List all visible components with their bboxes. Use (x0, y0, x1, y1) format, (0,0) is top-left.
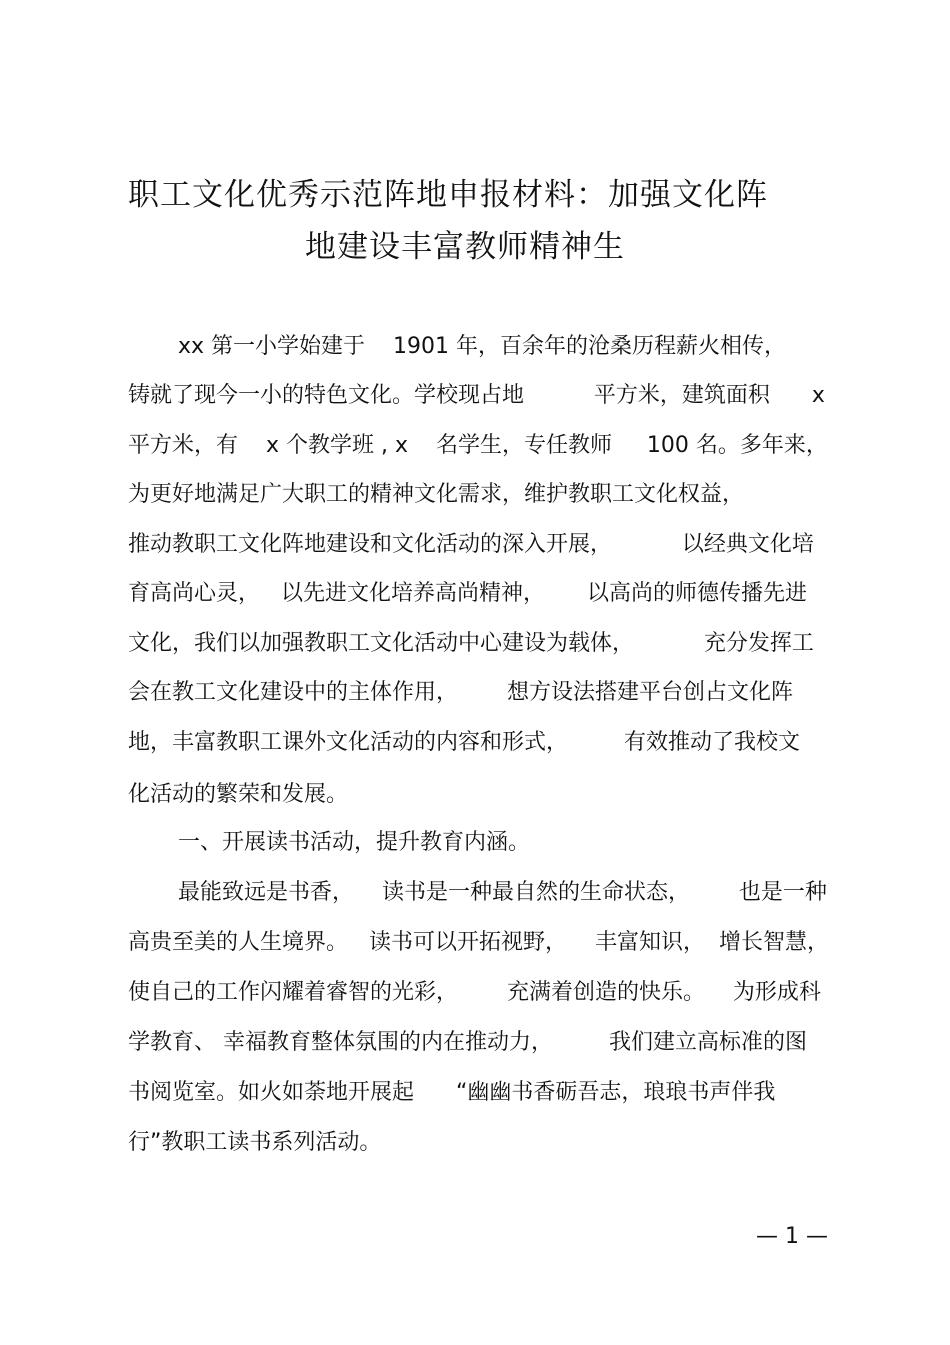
paragraph-line: 推动教职工文化阵地建设和文化活动的深入开展， 以经典文化培 (128, 532, 814, 557)
paragraph-line: 育高尚心灵， 以先进文化培养高尚精神， 以高尚的师德传播先进 (128, 581, 807, 606)
paragraph-line: 文化，我们以加强教职工文化活动中心建设为载体， 充分发挥工 (128, 631, 814, 656)
paragraph-line: 高贵至美的人生境界。 读书可以开拓视野， 丰富知识， 增长智慧， (128, 930, 829, 955)
paragraph-line: 为更好地满足广大职工的精神文化需求，维护教职工文化权益， (128, 482, 745, 507)
paragraph-line: 学教育、 幸福教育整体氛围的内在推动力， 我们建立高标准的图 (128, 1030, 807, 1055)
paragraph-line: 地，丰富教职工课外文化活动的内容和形式， 有效推动了我校文 (128, 730, 800, 755)
document-title-line-2: 地建设丰富教师精神生 (305, 229, 625, 265)
paragraph-line: 书阅览室。如火如荼地开展起 “幽幽书香砺吾志，琅琅书声伴我 (128, 1080, 776, 1105)
page-number: — 1 — (756, 1224, 828, 1249)
paragraph-line: 平方米，有 x 个教学班 , x 名学生，专任教师 100 名。多年来， (128, 433, 828, 458)
paragraph-line: xx 第一小学始建于 1901 年，百余年的沧桑历程薪火相传， (178, 334, 786, 359)
paragraph-line: 行”教职工读书系列活动。 (128, 1130, 382, 1155)
paragraph-line: 使自己的工作闪耀着睿智的光彩， 充满着创造的快乐。 为形成科 (128, 980, 821, 1005)
paragraph-line: 会在教工文化建设中的主体作用， 想方设法搭建平台创占文化阵 (128, 680, 793, 705)
document-title-line-1: 职工文化优秀示范阵地申报材料：加强文化阵 (128, 177, 768, 213)
paragraph-line: 铸就了现今一小的特色文化。学校现占地 平方米，建筑面积 x (128, 383, 825, 408)
paragraph-line: 化活动的繁荣和发展。 (128, 782, 349, 807)
paragraph-line: 最能致远是书香， 读书是一种最自然的生命状态， 也是一种 (178, 880, 827, 905)
section-heading: 一、开展读书活动，提升教育内涵。 (178, 830, 531, 855)
